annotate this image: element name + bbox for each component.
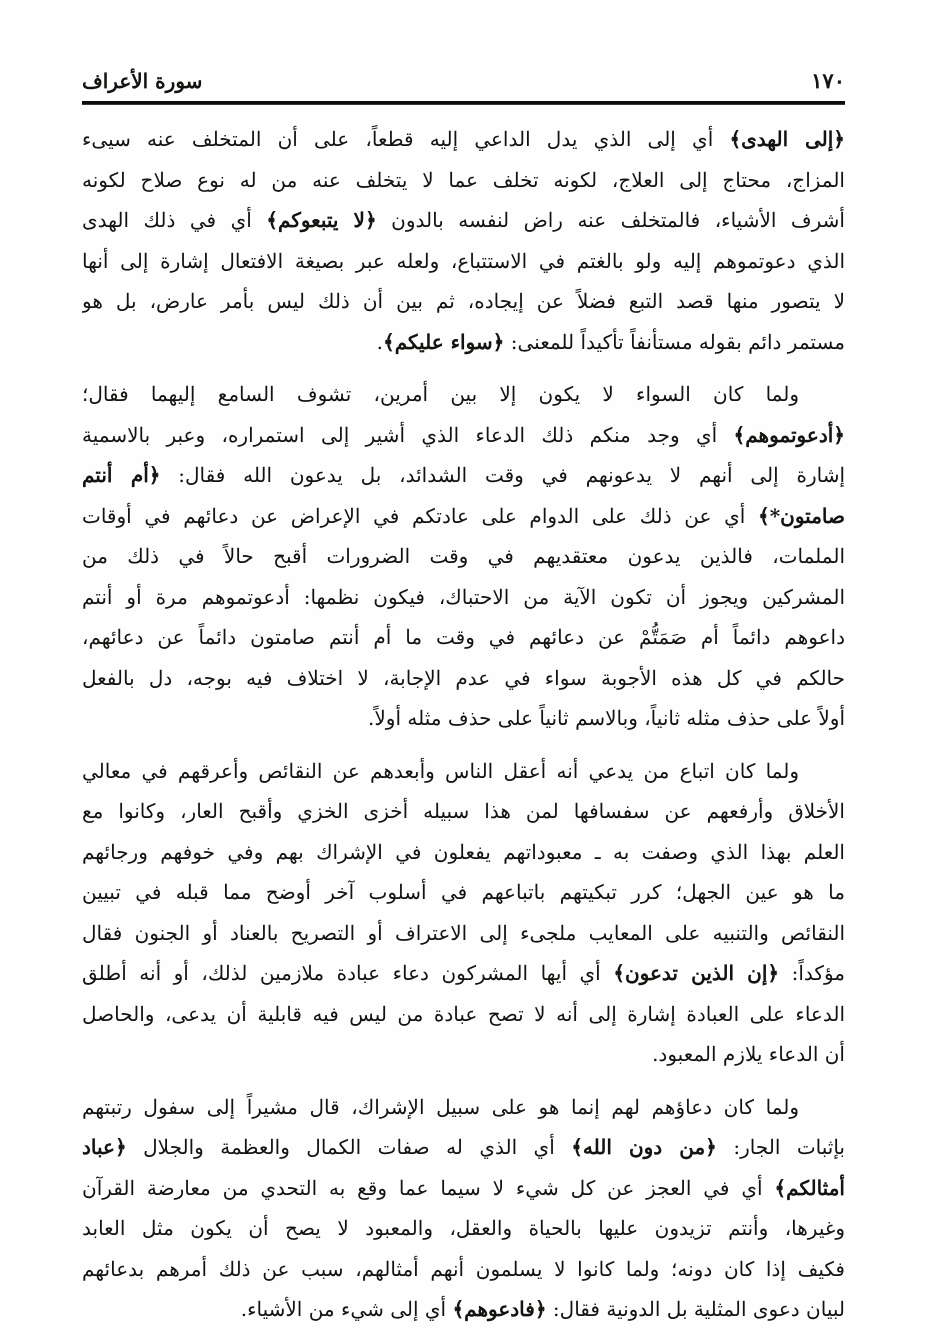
text-segment: أولاً على حذف مثله ثانياً، وبالاسم ثانياً على حذف مثله أولاً. bbox=[368, 706, 845, 730]
text-line bbox=[82, 1289, 845, 1330]
text-segment: الملمات، فالذين يدعون معتقديهم في وقت الضرورات أقبح حالاً في ذلك من bbox=[82, 544, 845, 568]
text-line bbox=[82, 1034, 845, 1075]
quran-quote: ﴿فادعوهم﴾ bbox=[452, 1297, 547, 1321]
text-line bbox=[82, 1249, 845, 1290]
text-segment: أي في ذلك الهدى bbox=[82, 208, 267, 232]
paragraph bbox=[82, 119, 845, 362]
text-segment: مستمر دائم بقوله مستأنفاً تأكيداً للمعنى: bbox=[504, 329, 845, 354]
text-segment: ولما كان اتباع من يدعي أنه أعقل الناس وأبعدهم عن النقائص وأعرقهم في معالي bbox=[82, 758, 799, 783]
text-line bbox=[82, 1168, 845, 1209]
text-segment: فكيف إذا كان دونه؛ ولما كانوا لا يسلمون أنهم أمثالهم، سبب عن ذلك أمرهم بدعائهم bbox=[82, 1256, 845, 1281]
text-line bbox=[82, 1087, 845, 1128]
quran-quote: ﴿من دون الله﴾ bbox=[571, 1135, 717, 1159]
quran-quote: ﴿أم أنتم bbox=[82, 463, 161, 487]
quran-quote: ﴿أدعوتموهم﴾ bbox=[733, 422, 845, 447]
header-rule bbox=[82, 101, 845, 105]
text-segment: . bbox=[376, 329, 383, 354]
quran-quote: ﴿سواء عليكم﴾ bbox=[382, 329, 505, 354]
text-line bbox=[82, 913, 845, 954]
text-segment: الذي دعوتموهم إليه ولو بالغتم في الاستتباع، ولعله عبر بصيغة الافتعال إشارة إلى أنها bbox=[82, 248, 845, 273]
text-line bbox=[82, 953, 845, 994]
text-segment: أي إلى الذي يدل الداعي إليه قطعاً، على أن المتخلف عنه سيىء bbox=[82, 127, 730, 151]
text-segment: مؤكداً: bbox=[779, 961, 845, 985]
text-line bbox=[82, 160, 845, 201]
text-segment: ما هو عين الجهل؛ كرر تبكيتهم باتباعهم في أسلوب آخر أوضح مما قبله في تبيين bbox=[82, 880, 845, 904]
text-segment: بإثبات الجار: bbox=[716, 1135, 845, 1159]
text-segment: العلم بهذا الذي وصفت به ـ معبوداتهم يفعلون في الإشراك بهم وفي خوفهم ورجائهم bbox=[82, 839, 845, 864]
text-line bbox=[82, 751, 845, 792]
text-line bbox=[82, 200, 845, 241]
text-segment: المزاج، محتاج إلى العلاج، لكونه تخلف عما لا يتخلف عنه من له نوع صلاح لكونه bbox=[82, 167, 845, 192]
text-line bbox=[82, 791, 845, 832]
text-segment: أشرف الأشياء، فالمتخلف عنه راض لنفسه بالدون bbox=[376, 208, 845, 232]
text-segment: المشركين ويجوز أن تكون الآية من الاحتباك، فيكون نظمها: أدعوتموهم مرة أو أنتم bbox=[82, 584, 845, 609]
text-line bbox=[82, 658, 845, 699]
text-line bbox=[82, 1208, 845, 1249]
text-segment: ولما كان السواء لا يكون إلا بين أمرين، تشوف السامع إليهما فقال؛ bbox=[82, 382, 799, 406]
text-line bbox=[82, 698, 845, 739]
text-line bbox=[82, 1127, 845, 1168]
text-segment: أي في العجز عن كل شيء لا سيما عما وقع به التحدي من معارضة القرآن bbox=[82, 1175, 775, 1200]
quran-quote: ﴿عباد bbox=[82, 1135, 127, 1159]
text-line bbox=[82, 241, 845, 282]
paragraph bbox=[82, 1087, 845, 1330]
text-line bbox=[82, 496, 845, 537]
text-segment: أي أيها المشركون دعاء عبادة ملازمين لذلك، أو أنه أطلق bbox=[82, 961, 614, 985]
quran-quote: ﴿لا يتبعوكم﴾ bbox=[266, 208, 377, 232]
surah-title: سورة الأعراف bbox=[82, 69, 203, 93]
text-line bbox=[82, 872, 845, 913]
text-line bbox=[82, 322, 845, 363]
text-segment: النقائص والتنبيه على المعايب ملجىء إلى الاعتراف أو التصريح بالعناد أو الجنون فقال bbox=[82, 920, 845, 945]
text-segment: داعوهم دائماً أم صَمَتُّمْ عن دعائهم في وقت ما أم أنتم صامتون دائماً عن دعائهم، bbox=[82, 625, 845, 649]
text-segment: أن الدعاء يلازم المعبود. bbox=[652, 1042, 845, 1066]
text-segment: لبيان دعوى المثلية بل الدونية فقال: bbox=[546, 1297, 845, 1321]
paragraph bbox=[82, 751, 845, 1075]
text-segment: الأخلاق وأرفعهم عن سفسافها لمن هذا سبيله أخزى الخزي وأقبح العار، وكانوا مع bbox=[82, 799, 845, 823]
text-segment: الدعاء على العبادة إشارة إلى أنه لا تصح عبادة من ليس فيه قابلية أن يدعى، والحاصل bbox=[82, 1001, 845, 1026]
text-line bbox=[82, 832, 845, 873]
text-line bbox=[82, 455, 845, 496]
quran-quote: ﴿إن الذين تدعون﴾ bbox=[613, 961, 780, 985]
text-segment: أي الذي له صفات الكمال والعظمة والجلال bbox=[126, 1135, 572, 1159]
text-segment: ولما كان دعاؤهم لهم إنما هو على سبيل الإشراك، قال مشيراً إلى سفول رتبتهم bbox=[82, 1094, 799, 1119]
text-line bbox=[82, 281, 845, 322]
text-line bbox=[82, 994, 845, 1035]
text-line bbox=[82, 119, 845, 160]
text-segment: إشارة إلى أنهم لا يدعونهم في وقت الشدائد، بل يدعون الله فقال: bbox=[160, 463, 845, 487]
text-line bbox=[82, 577, 845, 618]
text-segment: حالكم في كل هذه الأجوبة سواء في عدم الإجابة، لا اختلاف فيه بوجه، دل بالفعل bbox=[82, 665, 845, 690]
text-segment: لا يتصور منها قصد التبع فضلاً عن إيجاده، ثم بين أن ذلك ليس بأمر عارض، بل هو bbox=[82, 289, 845, 313]
text-line bbox=[82, 536, 845, 577]
page-header bbox=[82, 68, 845, 94]
text-line bbox=[82, 415, 845, 456]
quran-quote: أمثالكم﴾ bbox=[774, 1175, 845, 1200]
quran-quote: ﴿إلى الهدى﴾ bbox=[729, 127, 845, 151]
quran-quote: صامتون*﴾ bbox=[757, 503, 845, 528]
page-number: ١٧٠ bbox=[811, 68, 845, 93]
paragraph bbox=[82, 374, 845, 739]
text-line bbox=[82, 617, 845, 658]
text-segment: أي وجد منكم ذلك الدعاء الذي أشير إلى استمراره، وعبر بالاسمية bbox=[82, 422, 734, 447]
text-segment: أي عن ذلك على الدوام على عادتكم في الإعراض عن دعائهم في أوقات bbox=[82, 503, 758, 528]
body-text bbox=[82, 119, 845, 1330]
text-segment: وغيرها، وأنتم تزيدون عليها بالحياة والعقل، والمعبود لا يصح أن يكون مثل العابد bbox=[82, 1216, 845, 1240]
text-line bbox=[82, 374, 845, 415]
text-segment: أي إلى شيء من الأشياء. bbox=[240, 1297, 453, 1321]
